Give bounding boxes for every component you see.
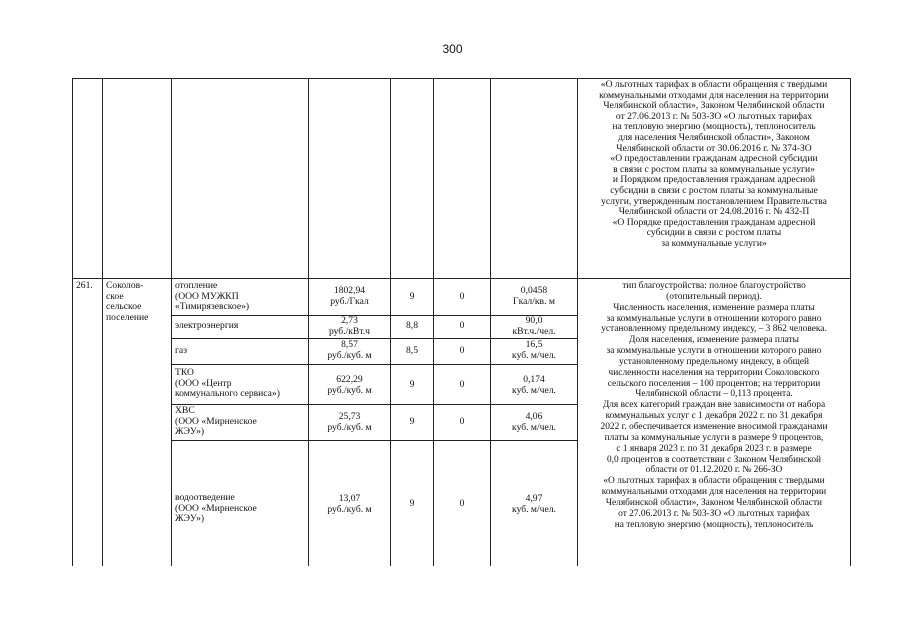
tariff: 8,57 руб./куб. м: [327, 339, 372, 361]
service-name: водоотведение (ООО «Мирненское ЖЭУ»): [175, 492, 257, 525]
index-value: 9: [409, 416, 415, 427]
index-value: 0: [459, 498, 465, 509]
index-value: 8,8: [406, 320, 418, 331]
row-separator: [72, 278, 851, 279]
index-value: 0: [459, 320, 465, 331]
tariff: 2,73 руб./кВт.ч: [328, 315, 371, 337]
index-value: 0: [459, 291, 465, 302]
norm: 16,5 куб. м/чел.: [512, 339, 556, 361]
continuation-text: «О льготных тарифах в области обращения с твердыми коммунальными отходами для населения на территории Челябинской области», Законом Челябинской области от 27.06.2013 г. № 503-ЗО «О льготных тарифах на тепловую энергию (мощность), теплоноситель для населения Челябинской области», Законом Челябинской области от 30.06.2016 г. № 374-ЗО «О предоставлении гражданам адресной субсидии в связи с ростом платы за коммунальные услуги» и Порядком предоставления гражданам адресной субсидии в связи с ростом платы за коммунальные услуги, утвержденным постановлением Правительства Челябинской области от 24.08.2016 г. № 432-П «О Порядке предоставления гражданам адресной субсидии в связи с ростом платы за коммунальные услуги»: [599, 79, 829, 249]
norm: 4,06 куб. м/чел.: [512, 411, 556, 433]
row-number: 261.: [76, 280, 93, 291]
index-value: 8,5: [406, 345, 418, 356]
norm: 0,174 куб. м/чел.: [512, 374, 556, 396]
index-value: 0: [459, 345, 465, 356]
settlement-name: Соколов- ское сельское поселение: [106, 280, 149, 323]
index-value: 0: [459, 379, 465, 390]
tariff: 1802,94 руб./Гкал: [330, 285, 369, 307]
service-name: ХВС (ООО «Мирненское ЖЭУ»): [175, 405, 257, 438]
tariff: 25,73 руб./куб. м: [327, 411, 372, 433]
index-value: 9: [409, 498, 415, 509]
index-value: 9: [409, 291, 415, 302]
norm: 0,0458 Гкал/кв. м: [513, 285, 555, 307]
service-name: электроэнергия: [175, 320, 239, 331]
page-number: 300: [442, 42, 463, 56]
table-border-left: [72, 78, 73, 566]
table-border-right: [850, 78, 851, 566]
table-divider: [577, 78, 578, 566]
index-value: 0: [459, 416, 465, 427]
tariff: 13,07 руб./куб. м: [327, 493, 372, 515]
service-name: ТКО (ООО «Центр коммунального сервиса»): [175, 367, 280, 400]
row-separator: [171, 364, 577, 365]
row-separator: [171, 404, 577, 405]
row-separator: [171, 338, 577, 339]
index-value: 9: [409, 379, 415, 390]
row-description: тип благоустройства: полное благоустройство (отопительный период). Численность населения, изменение размера платы за коммунальные услуги в отношении которого равно установленному предельному индексу, – 3 862 человека. Доля населения, изменение размера платы за коммунальные услуги в отношении которого равно установленному предельному индексу, в общей численности населения на территории Соколовского сельского поселения – 100 процентов; на территории Челябинской области – 0,113 процента. Для всех категорий граждан вне зависимости от набора коммунальных услуг с 1 декабря 2022 г. по 31 декабря 2022 г. обеспечивается изменение вносимой гражданами платы за коммунальные услуги в размере 9 процентов, с 1 января 2023 г. по 31 декабря 2023 г. в размере 0,0 процентов в соответствии с Законом Челябинской области от 01.12.2020 г. № 266-ЗО «О льготных тарифах в области обращения с твердыми коммунальными отходами для населения на территории Челябинской области», Законом Челябинской области от 27.06.2013 г. № 503-ЗО «О льготных тарифах на тепловую энергию (мощность), теплоноситель: [600, 281, 828, 530]
row-separator: [171, 440, 577, 441]
service-name: газ: [175, 345, 187, 356]
norm: 4,97 куб. м/чел.: [512, 493, 556, 515]
norm: 90,0 кВт.ч./чел.: [512, 315, 556, 337]
tariff: 622,29 руб./куб. м: [327, 374, 372, 396]
service-name: отопление (ООО МУЖКП «Тимирязевское»): [175, 280, 250, 313]
table-divider: [171, 78, 172, 566]
table-divider: [102, 78, 103, 566]
